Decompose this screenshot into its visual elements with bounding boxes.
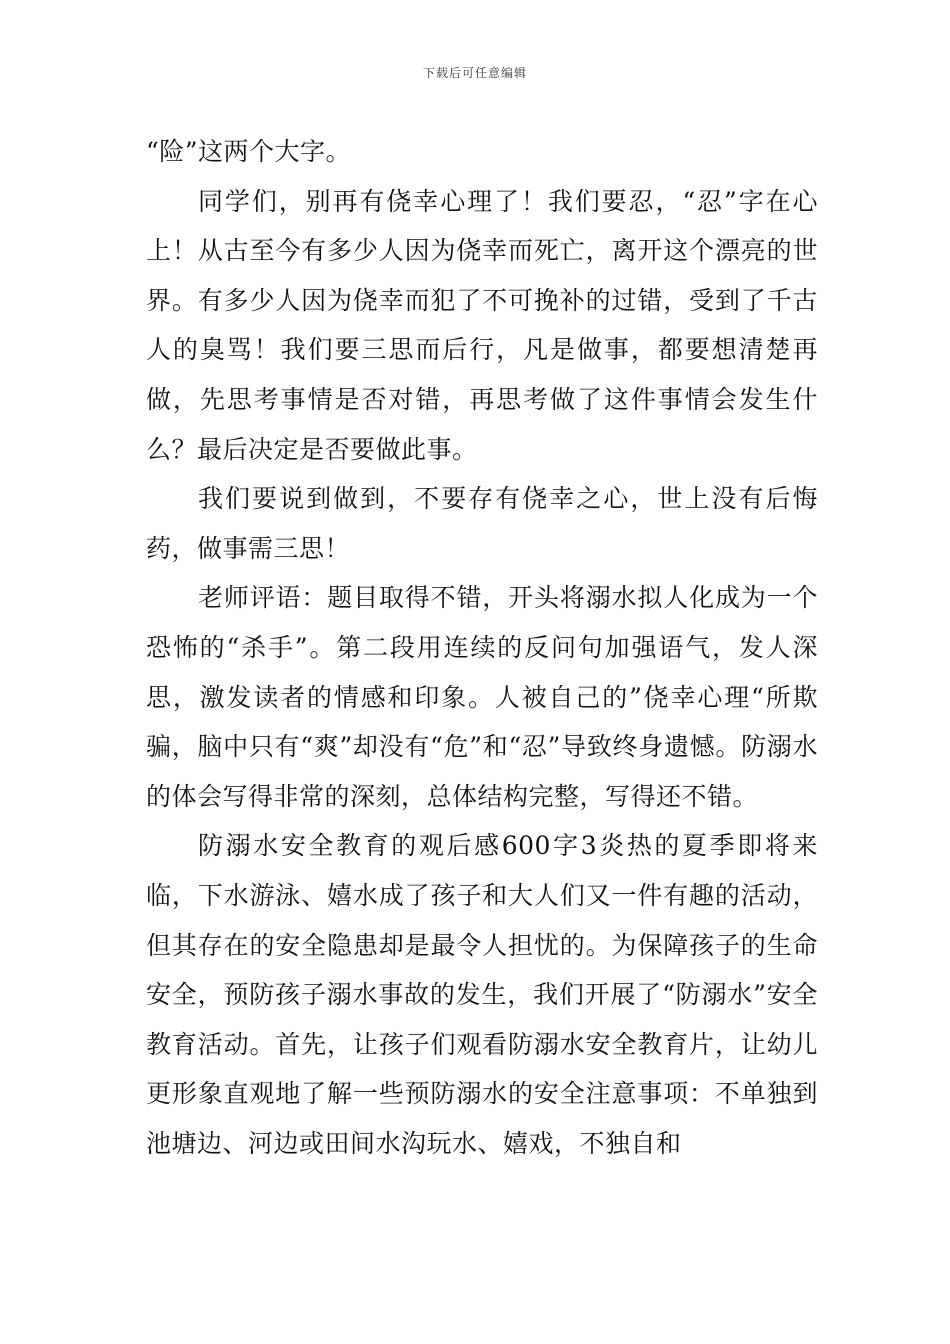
paragraph-teacher-comment: 老师评语：题目取得不错，开头将溺水拟人化成为一个恐怖的“杀手”。第二段用连续的反问句加强语气，发人深思，激发读者的情感和印象。人被自己的”侥幸心理“所欺骗，脑中只有“爽”却没有“危”和“忍”导致终身遗憾。防溺水的体会写得非常的深刻，总体结构完整，写得还不错。	[146, 583, 818, 811]
paragraph-3: 我们要说到做到，不要存有侥幸之心，世上没有后悔药，做事需三思！	[146, 484, 818, 563]
page-header-note: 下载后可任意编辑	[422, 66, 527, 80]
paragraph-5: 防溺水安全教育的观后感600字3炎热的夏季即将来临，下水游泳、嬉水成了孩子和大人们又一件有趣的活动，但其存在的安全隐患却是最令人担忧的。为保障孩子的生命安全，预防孩子溺水事故的发生，我们开展了“防溺水”安全教育活动。首先，让孩子们观看防溺水安全教育片，让幼儿更形象直观地了解一些预防溺水的安全注意事项：不单独到池塘边、河边或田间水沟玩水、嬉戏，不独自和	[146, 831, 818, 1158]
paragraph-1: “险”这两个大字。	[146, 137, 352, 166]
paragraph-2: 同学们，别再有侥幸心理了！我们要忍，“忍”字在心上！从古至今有多少人因为侥幸而死亡，离开这个漂亮的世界。有多少人因为侥幸而犯了不可挽补的过错，受到了千古人的臭骂！我们要三思而后行，凡是做事，都要想清楚再做，先思考事情是否对错，再思考做了这件事情会发生什么？最后决定是否要做此事。	[146, 186, 818, 464]
document-body	[146, 127, 818, 1168]
